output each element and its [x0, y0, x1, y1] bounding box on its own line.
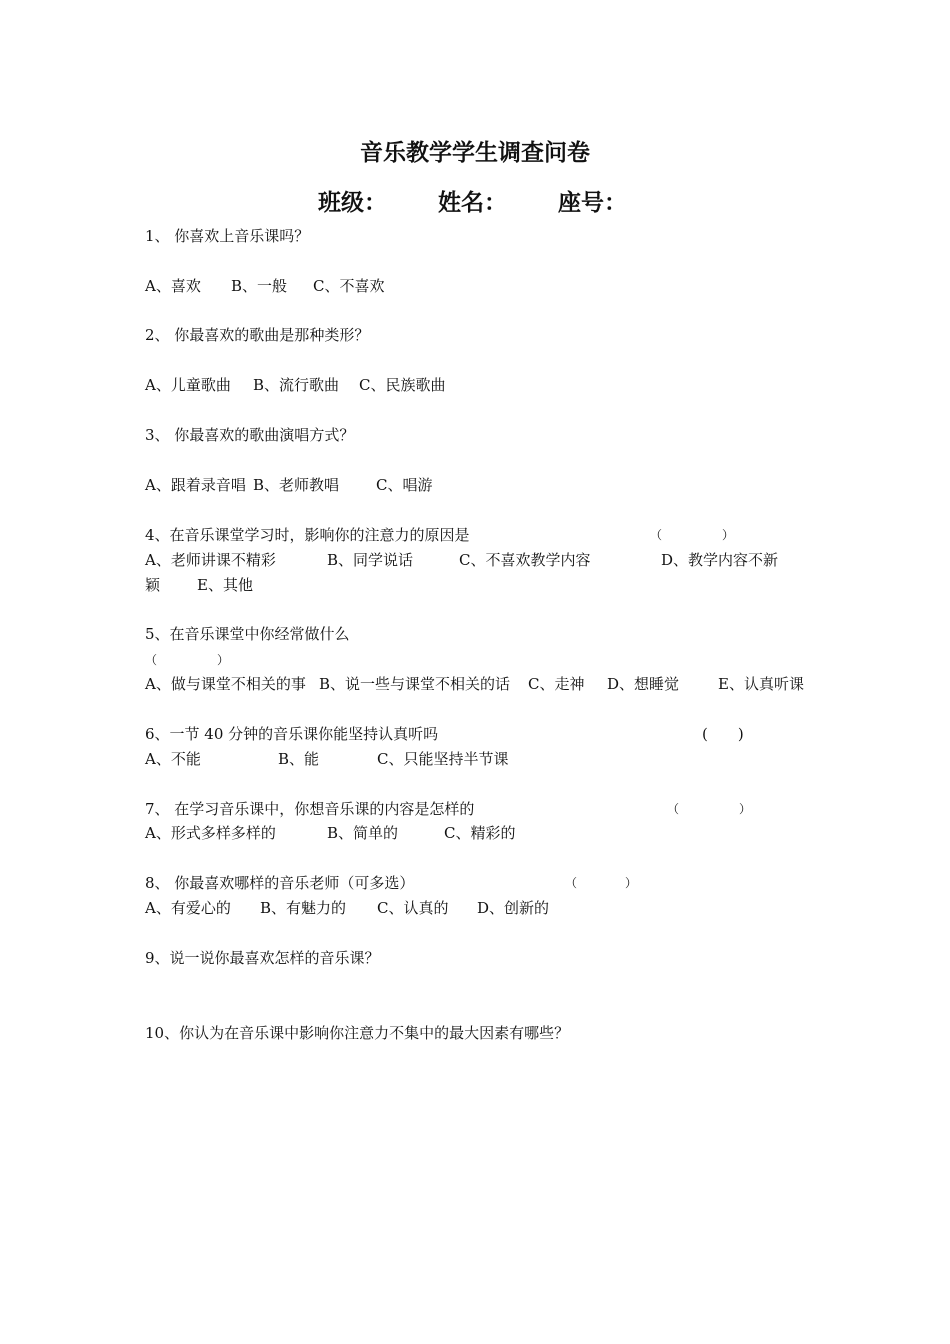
- option: B、同学说话: [327, 551, 414, 569]
- question-9: 9、说一说你最喜欢怎样的音乐课？: [145, 949, 380, 967]
- option: B、流行歌曲: [253, 376, 340, 394]
- question-7-row: [145, 799, 845, 819]
- option: D、教学内容不新: [661, 551, 779, 569]
- question-6-options: [145, 749, 845, 769]
- option: A、形式多样多样的: [145, 824, 276, 842]
- option: A、有爱心的: [145, 899, 231, 917]
- class-label: 班级：: [318, 190, 387, 216]
- answer-bracket: ( ): [702, 725, 744, 743]
- option: B、一般: [231, 277, 288, 295]
- question-3: 3、 你最喜欢的歌曲演唱方式？: [145, 426, 355, 444]
- option: E、认真听课: [718, 675, 804, 693]
- question-4-options: [145, 550, 845, 570]
- option: C、精彩的: [444, 824, 516, 842]
- question-10: 10、你认为在音乐课中影响你注意力不集中的最大因素有哪些？: [145, 1024, 570, 1042]
- option: A、儿童歌曲: [145, 376, 231, 394]
- option: D、创新的: [477, 899, 550, 917]
- option: C、不喜欢: [313, 277, 385, 295]
- question-5-options: [145, 674, 845, 694]
- question-1: 1、 你喜欢上音乐课吗？: [145, 227, 310, 245]
- option: C、走神: [528, 675, 585, 693]
- question-4-row: [145, 525, 845, 545]
- answer-bracket: （ ）: [667, 802, 752, 816]
- option: C、只能坚持半节课: [377, 750, 509, 768]
- question-8-options: [145, 898, 845, 918]
- answer-bracket: （ ）: [650, 528, 735, 542]
- option: A、跟着录音唱: [145, 476, 246, 494]
- option: C、不喜欢教学内容: [459, 551, 591, 569]
- answer-bracket: （ ）: [145, 653, 230, 667]
- option: C、民族歌曲: [359, 376, 446, 394]
- name-label: 姓名：: [438, 190, 507, 216]
- question-7: 7、 在学习音乐课中，你想音乐课的内容是怎样的: [145, 800, 475, 818]
- option: B、能: [278, 750, 320, 768]
- question-6-row: [145, 724, 845, 744]
- question-2-options: [145, 375, 845, 395]
- option: A、做与课堂不相关的事: [145, 675, 306, 693]
- question-8-row: [145, 873, 845, 893]
- option: B、简单的: [327, 824, 399, 842]
- option: D、想睡觉: [607, 675, 680, 693]
- option-wrap: 颖: [145, 576, 161, 594]
- option: B、说一些与课堂不相关的话: [319, 675, 511, 693]
- question-4-options-cont: [145, 575, 845, 595]
- page-title: 音乐教学学生调查问卷: [360, 140, 590, 166]
- question-7-options: [145, 823, 845, 843]
- question-5: 5、在音乐课堂中你经常做什么: [145, 625, 350, 643]
- question-1-options: [145, 276, 845, 296]
- question-4: 4、在音乐课堂学习时，影响你的注意力的原因是: [145, 526, 470, 544]
- answer-bracket: （ ）: [565, 876, 638, 890]
- option: C、认真的: [377, 899, 449, 917]
- question-8: 8、 你最喜欢哪样的音乐老师（可多选）: [145, 874, 415, 892]
- option: B、有魅力的: [260, 899, 347, 917]
- question-3-options: [145, 475, 845, 495]
- question-2: 2、 你最喜欢的歌曲是那种类形？: [145, 326, 370, 344]
- seat-label: 座号：: [558, 190, 627, 216]
- question-6: 6、一节 40 分钟的音乐课你能坚持认真听吗: [145, 725, 439, 743]
- option: E、其他: [197, 576, 253, 594]
- option: A、老师讲课不精彩: [145, 551, 276, 569]
- option: A、喜欢: [145, 277, 201, 295]
- option: C、唱游: [376, 476, 433, 494]
- option: B、老师教唱: [253, 476, 340, 494]
- option: A、不能: [145, 750, 201, 768]
